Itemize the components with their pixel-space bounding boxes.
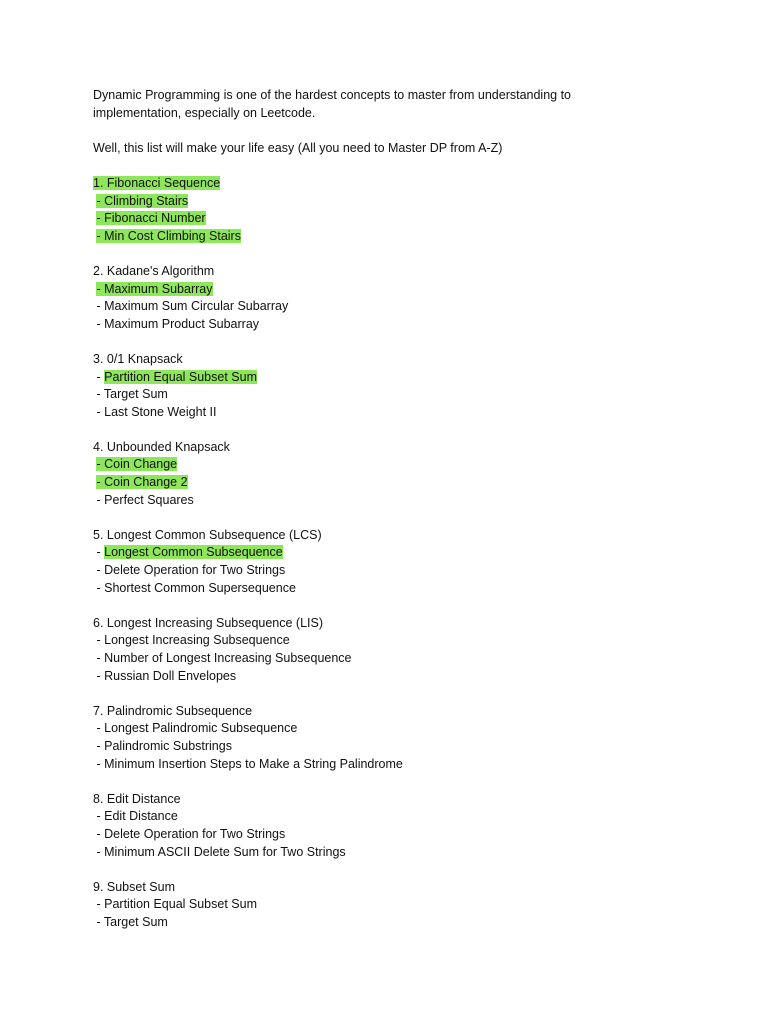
problem-name: Delete Operation for Two Strings xyxy=(104,826,286,841)
problem-name: Min Cost Climbing Stairs xyxy=(104,228,241,243)
item-dash: - xyxy=(96,492,105,507)
problem-item xyxy=(93,474,693,492)
item-dash: - xyxy=(96,897,105,912)
spacer xyxy=(93,685,693,703)
item-dash: - xyxy=(96,756,105,771)
problem-name: Target Sum xyxy=(103,914,168,929)
spacer xyxy=(93,245,693,263)
problem-item xyxy=(93,228,693,246)
problem-item xyxy=(93,668,693,686)
topic-section xyxy=(93,879,693,932)
problem-name: Minimum ASCII Delete Sum for Two Strings xyxy=(104,844,346,859)
item-dash: - xyxy=(96,580,105,595)
spacer xyxy=(93,597,693,615)
problem-name: Palindromic Substrings xyxy=(104,738,232,753)
problem-name: Maximum Sum Circular Subarray xyxy=(104,299,289,314)
spacer xyxy=(93,333,693,351)
item-dash: - xyxy=(96,809,105,824)
spacer xyxy=(93,773,693,791)
spacer xyxy=(93,861,693,879)
item-dash: - xyxy=(96,721,105,736)
problem-item xyxy=(93,720,693,738)
spacer xyxy=(93,122,693,140)
problem-item xyxy=(93,914,693,932)
problem-name: Coin Change 2 xyxy=(104,475,188,490)
topic-title xyxy=(93,879,693,897)
spacer xyxy=(93,421,693,439)
item-dash: - xyxy=(96,387,104,402)
item-dash: - xyxy=(96,633,105,648)
problem-name: Partition Equal Subset Sum xyxy=(104,369,257,384)
problem-name: Coin Change xyxy=(104,457,178,472)
problem-name: Partition Equal Subset Sum xyxy=(104,897,257,912)
item-dash: - xyxy=(96,738,105,753)
item-dash: - xyxy=(96,651,105,665)
topic-title xyxy=(93,263,693,281)
topic-title-text: 7. Palindromic Subsequence xyxy=(93,703,253,718)
problem-item xyxy=(93,456,693,474)
item-dash: - xyxy=(96,193,105,208)
problem-item xyxy=(93,193,693,211)
item-dash: - xyxy=(96,545,105,560)
spacer xyxy=(93,157,693,175)
problem-item xyxy=(93,386,693,404)
problem-item xyxy=(93,896,693,914)
topic-section xyxy=(93,439,693,527)
intro-line-3: Well, this list will make your life easy (All you need to Master DP from A-Z) xyxy=(93,140,503,155)
problem-name: Longest Palindromic Subsequence xyxy=(104,721,298,736)
topic-title xyxy=(93,703,693,721)
problem-name: Fibonacci Number xyxy=(104,211,206,226)
topic-section xyxy=(93,263,693,351)
problem-item xyxy=(93,580,693,598)
topic-title-text: 9. Subset Sum xyxy=(93,879,175,894)
problem-name: Delete Operation for Two Strings xyxy=(104,563,286,578)
problem-name: Maximum Subarray xyxy=(104,281,213,296)
item-dash: - xyxy=(96,316,105,331)
topic-title-text: 5. Longest Common Subsequence (LCS) xyxy=(93,527,322,542)
problem-item xyxy=(93,808,693,826)
problem-name: Longest Common Subsequence xyxy=(104,545,283,560)
problem-name: Edit Distance xyxy=(104,809,178,824)
problem-name: Longest Increasing Subsequence xyxy=(104,633,290,648)
topic-title-text: 3. 0/1 Knapsack xyxy=(93,351,183,366)
problem-item xyxy=(93,281,693,299)
topic-title xyxy=(93,351,693,369)
topic-section xyxy=(93,703,693,791)
intro-line-1: Dynamic Programming is one of the hardest concepts to master from understanding to xyxy=(93,88,572,102)
problem-name: Perfect Squares xyxy=(104,492,194,507)
intro-line-2: implementation, especially on Leetcode. xyxy=(93,105,316,120)
document-page xyxy=(93,87,693,932)
item-dash: - xyxy=(96,668,105,683)
dp-topic-list xyxy=(93,175,693,932)
item-dash: - xyxy=(96,563,105,578)
item-dash: - xyxy=(96,228,105,243)
problem-name: Target Sum xyxy=(103,387,168,402)
item-dash: - xyxy=(96,826,105,841)
item-dash: - xyxy=(96,281,105,296)
problem-item xyxy=(93,756,693,774)
problem-name: Number of Longest Increasing Subsequence xyxy=(104,651,352,665)
problem-item xyxy=(93,316,693,334)
topic-title xyxy=(93,175,693,193)
problem-item xyxy=(93,404,693,422)
problem-item xyxy=(93,298,693,316)
topic-title xyxy=(93,439,693,457)
problem-item xyxy=(93,210,693,228)
item-dash: - xyxy=(96,404,105,419)
problem-item xyxy=(93,492,693,510)
problem-item xyxy=(93,650,693,668)
topic-section xyxy=(93,351,693,439)
problem-item xyxy=(93,544,693,562)
topic-title-text: 6. Longest Increasing Subsequence (LIS) xyxy=(93,615,324,630)
item-dash: - xyxy=(96,844,105,859)
problem-item xyxy=(93,826,693,844)
topic-section xyxy=(93,791,693,879)
topic-title-text: 4. Unbounded Knapsack xyxy=(93,439,230,454)
topic-title-text: 1. Fibonacci Sequence xyxy=(93,175,221,190)
problem-name: Russian Doll Envelopes xyxy=(104,668,237,683)
item-dash: - xyxy=(96,457,105,472)
item-dash: - xyxy=(96,914,104,929)
item-dash: - xyxy=(96,369,105,384)
problem-item xyxy=(93,844,693,862)
problem-name: Maximum Product Subarray xyxy=(104,316,260,331)
problem-name: Last Stone Weight II xyxy=(104,404,217,419)
spacer xyxy=(93,509,693,527)
problem-item xyxy=(93,562,693,580)
topic-title xyxy=(93,615,693,633)
problem-name: Climbing Stairs xyxy=(104,193,189,208)
item-dash: - xyxy=(96,475,105,490)
problem-name: Shortest Common Supersequence xyxy=(104,580,296,595)
item-dash: - xyxy=(96,299,105,314)
problem-item xyxy=(93,369,693,387)
topic-section xyxy=(93,527,693,615)
problem-item xyxy=(93,632,693,650)
problem-item xyxy=(93,738,693,756)
problem-name: Minimum Insertion Steps to Make a String Palindrome xyxy=(104,756,403,771)
topic-title xyxy=(93,791,693,809)
topic-title-text: 8. Edit Distance xyxy=(93,791,181,806)
item-dash: - xyxy=(96,211,105,226)
topic-section xyxy=(93,175,693,263)
topic-title-text: 2. Kadane's Algorithm xyxy=(93,263,215,278)
topic-section xyxy=(93,615,693,703)
topic-title xyxy=(93,527,693,545)
